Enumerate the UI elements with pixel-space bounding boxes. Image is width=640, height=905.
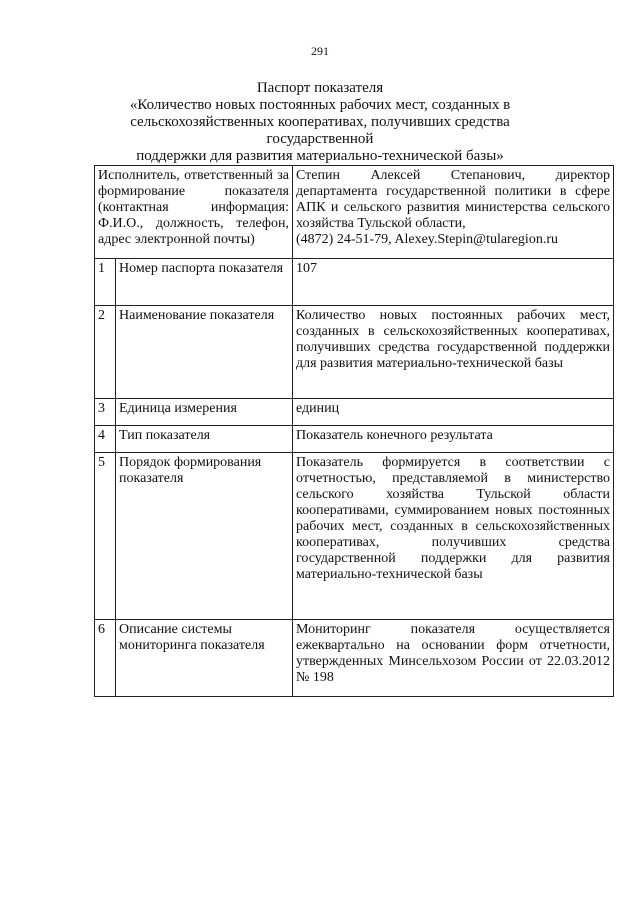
row-number: 6 xyxy=(95,620,116,697)
passport-table xyxy=(94,165,614,697)
row-number: 1 xyxy=(95,259,116,306)
document-title xyxy=(80,80,560,165)
row-value: Количество новых постоянных рабочих мест, созданных в сельскохозяйственных кооперативах, получивших средства государственной поддержки для развития материально-технической базы xyxy=(293,306,614,399)
table-row-executor xyxy=(95,166,614,259)
row-label: Порядок формирования показателя xyxy=(116,453,293,620)
row-number: 3 xyxy=(95,399,116,426)
table-row xyxy=(95,399,614,426)
row-label: Тип показателя xyxy=(116,426,293,453)
row-value: Показатель формируется в соответствии с отчетностью, представляемой в министерство сельского хозяйства Тульской области кооперативами, суммированием новых постоянных рабочих мест, созданных в сельскохозяйственных кооперативах, получивших средства государственной поддержки для развития материально-технической базы xyxy=(293,453,614,620)
row-number: 2 xyxy=(95,306,116,399)
page-number: 291 xyxy=(311,44,329,58)
row-value: 107 xyxy=(293,259,614,306)
title-line-4: поддержки для развития материально-технической базы» xyxy=(136,148,504,164)
table-row xyxy=(95,620,614,697)
table-row xyxy=(95,426,614,453)
table-row xyxy=(95,259,614,306)
row-label: Наименование показателя xyxy=(116,306,293,399)
row-label: Описание системы мониторинга показателя xyxy=(116,620,293,697)
row-label: Номер паспорта показателя xyxy=(116,259,293,306)
row-number: 5 xyxy=(95,453,116,620)
row-label: Единица измерения xyxy=(116,399,293,426)
title-line-3: сельскохозяйственных кооперативах, получивших средства государственной xyxy=(130,114,510,147)
title-line-2: «Количество новых постоянных рабочих мест, созданных в xyxy=(129,97,511,113)
table-row xyxy=(95,306,614,399)
row-value: Мониторинг показателя осуществляется ежеквартально на основании форм отчетности, утвержденных Минсельхозом России от 22.03.2012 № 198 xyxy=(293,620,614,697)
row-number: 4 xyxy=(95,426,116,453)
row-value: Показатель конечного результата xyxy=(293,426,614,453)
title-line-1: Паспорт показателя xyxy=(256,80,384,96)
row-value: единиц xyxy=(293,399,614,426)
executor-value-line-2: (4872) 24-51-79, Alexey.Stepin@tularegion.ru xyxy=(296,232,558,247)
executor-value-line-1: Степин Алексей Степанович, директор департамента государственной политики в сфере АПК и сельского развития министерства сельского хозяйства Тульской области, xyxy=(296,168,610,231)
executor-label: Исполнитель, ответственный за формирование показателя (контактная информация: Ф.И.О., должность, телефон, адрес электронной почты) xyxy=(95,166,293,259)
executor-value xyxy=(293,166,614,259)
table-row xyxy=(95,453,614,620)
